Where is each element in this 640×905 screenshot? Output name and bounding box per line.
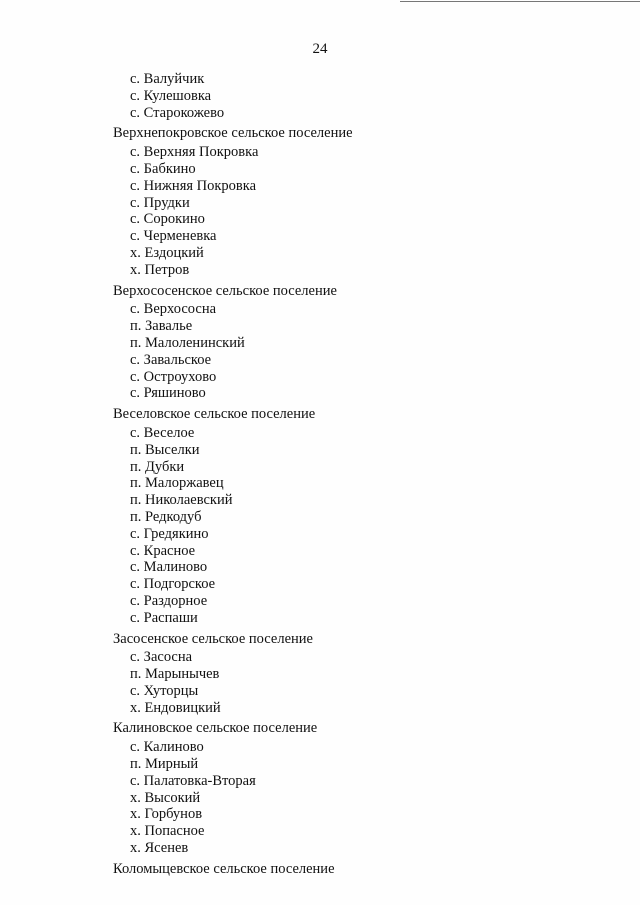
locality-item: с. Кулешовка — [130, 87, 212, 104]
locality-item: п. Редкодуб — [130, 508, 202, 525]
locality-item: х. Ездоцкий — [130, 244, 204, 261]
settlement-heading: Засосенское сельское поселение — [113, 630, 313, 647]
locality-item: с. Веселое — [130, 424, 195, 441]
settlement-heading: Веселовское сельское поселение — [113, 406, 316, 423]
locality-item: с. Бабкино — [130, 160, 196, 177]
locality-item: с. Раздорное — [130, 592, 208, 609]
settlement-heading: Верхососенское сельское поселение — [113, 282, 337, 299]
locality-item: с. Сорокино — [130, 211, 205, 228]
locality-item: х. Горбунов — [130, 806, 203, 823]
locality-item: х. Ендовицкий — [130, 699, 221, 716]
locality-item: х. Высокий — [130, 789, 201, 806]
locality-item: п. Мирный — [130, 756, 199, 773]
locality-item: с. Палатовка-Вторая — [130, 772, 256, 789]
page-number: 24 — [312, 41, 328, 57]
locality-item: п. Малоленинский — [130, 334, 245, 351]
locality-item: с. Хуторцы — [130, 682, 199, 699]
locality-item: с. Ряшиново — [130, 385, 206, 402]
settlement-heading: Коломыцевское сельское поселение — [113, 860, 335, 877]
settlement-heading: Калиновское сельское поселение — [113, 720, 318, 737]
locality-item: с. Засосна — [130, 649, 193, 666]
locality-item: х. Петров — [130, 261, 190, 278]
locality-item: х. Попасное — [130, 823, 205, 840]
locality-item: п. Малоржавец — [130, 475, 224, 492]
locality-item: с. Верхососна — [130, 301, 217, 318]
locality-item: с. Малиново — [130, 559, 208, 576]
locality-item: с. Подгорское — [130, 576, 216, 593]
scan-edge-line — [400, 1, 640, 2]
locality-item: с. Калиново — [130, 739, 204, 756]
locality-item: с. Распаши — [130, 609, 198, 626]
settlement-heading: Верхнепокровское сельское поселение — [113, 125, 353, 142]
locality-item: п. Дубки — [130, 458, 185, 475]
locality-item: с. Нижняя Покровка — [130, 177, 257, 194]
locality-item: с. Верхняя Покровка — [130, 144, 259, 161]
locality-item: с. Прудки — [130, 194, 190, 211]
locality-item: п. Выселки — [130, 441, 200, 458]
locality-item: с. Валуйчик — [130, 71, 205, 87]
locality-item: с. Гредякино — [130, 525, 209, 542]
settlement-list — [0, 71, 640, 880]
locality-item: с. Черменевка — [130, 228, 217, 245]
locality-item: п. Николаевский — [130, 492, 233, 509]
locality-item: с. Старокожево — [130, 104, 225, 121]
locality-item: п. Марынычев — [130, 666, 220, 683]
locality-item: с. Красное — [130, 542, 196, 559]
locality-item: п. Завалье — [130, 318, 193, 335]
locality-item: с. Завальское — [130, 351, 212, 368]
locality-item: х. Ясенев — [130, 840, 189, 857]
locality-item: с. Остроухово — [130, 368, 217, 385]
